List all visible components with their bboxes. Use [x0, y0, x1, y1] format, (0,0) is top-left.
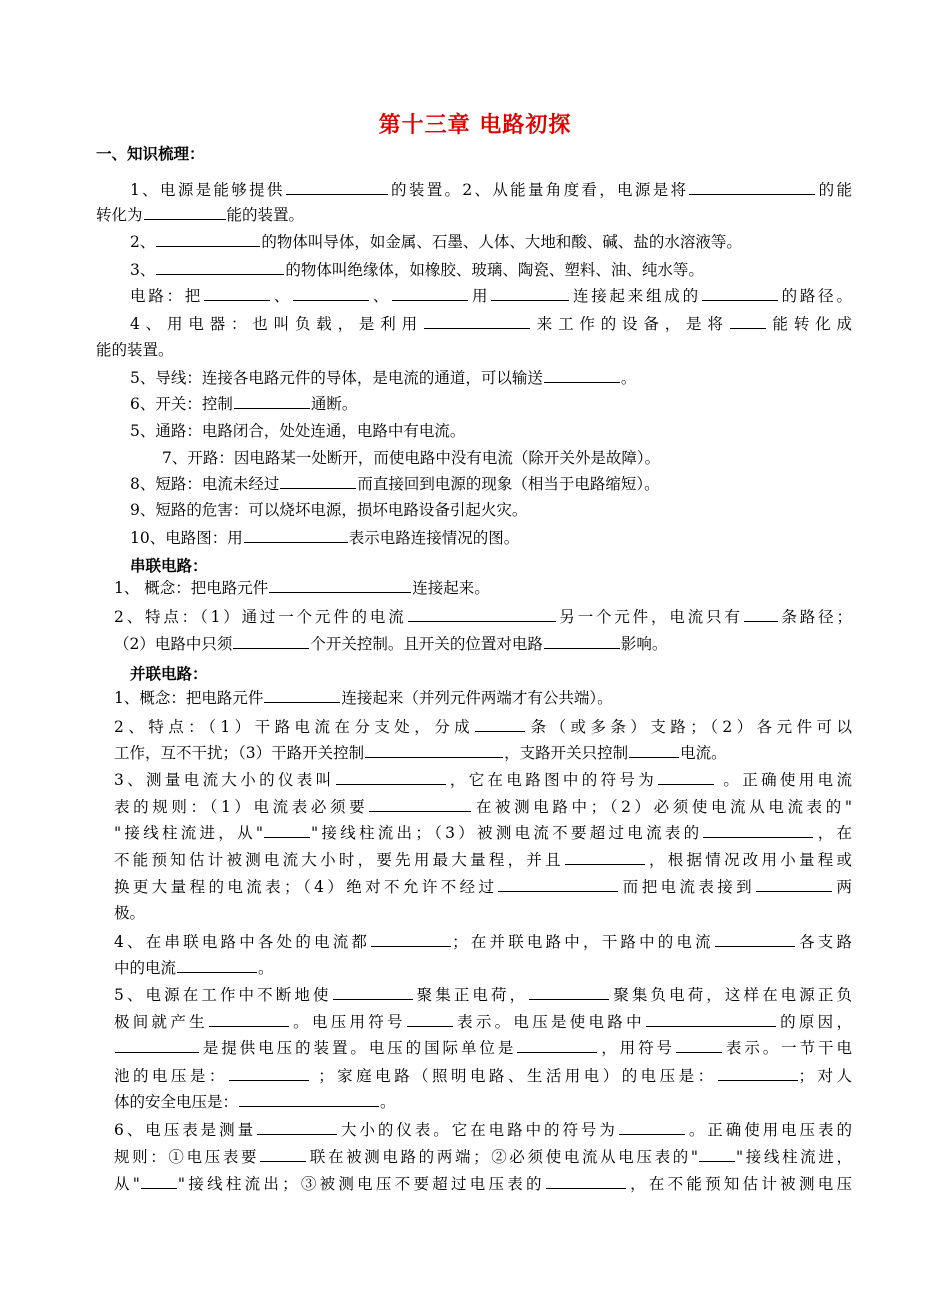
fill-in-blank[interactable]: [392, 286, 468, 301]
text-line: [114, 607, 852, 627]
text-line: [114, 717, 852, 737]
text-segment: 表示电路连接情况的图。: [348, 529, 520, 547]
fill-in-blank[interactable]: [233, 634, 309, 649]
fill-in-blank[interactable]: [544, 368, 620, 383]
section-heading-series-circuit: 串联电路：: [130, 557, 208, 575]
text-segment: 规则：①电压表要: [114, 1148, 260, 1166]
text-line: [114, 932, 852, 952]
fill-in-blank[interactable]: [156, 232, 260, 247]
text-segment: 7、开路：因电路某一处断开，而使电路中没有电流（除开关外是故障）。: [162, 449, 661, 467]
fill-in-blank[interactable]: [491, 286, 569, 301]
fill-in-blank[interactable]: [424, 314, 530, 329]
text-line: [130, 260, 852, 280]
text-segment: ，在不能预知估计被测电压: [626, 1175, 852, 1193]
text-segment: 极间就产生: [114, 1013, 208, 1031]
fill-in-blank[interactable]: [546, 1174, 626, 1189]
text-segment: 1、概念：把电路元件: [114, 689, 264, 707]
text-segment: 用: [469, 287, 491, 305]
text-segment: 来工作的设备，是将: [530, 315, 729, 333]
text-segment: 表的规则：（1）电流表必须要: [114, 798, 369, 816]
text-line: [114, 1092, 852, 1112]
text-segment: 6、电压表是测量: [114, 1121, 257, 1139]
text-segment: 表示。一节干电: [722, 1039, 852, 1057]
text-line: [96, 205, 846, 225]
fill-in-blank[interactable]: [718, 1066, 798, 1081]
text-line: [114, 1120, 852, 1140]
text-segment: 另一个元件，电流只有: [556, 608, 743, 626]
text-segment: 1、 概念：把电路元件: [114, 579, 269, 597]
text-line: [114, 850, 852, 870]
fill-in-blank[interactable]: [239, 1092, 379, 1107]
fill-in-blank[interactable]: [369, 797, 471, 812]
text-segment: 2、特点：（1）干路电流在分支处，分成: [114, 718, 475, 736]
fill-in-blank[interactable]: [703, 823, 813, 838]
fill-in-blank[interactable]: [257, 1120, 337, 1135]
text-line: [114, 823, 852, 843]
fill-in-blank[interactable]: [365, 743, 503, 758]
fill-in-blank[interactable]: [529, 985, 609, 1000]
text-segment: 连接起来（并列元件两端才有公共端）。: [341, 689, 613, 707]
fill-in-blank[interactable]: [676, 1038, 722, 1053]
text-segment: 换更大量程的电流表；（4）绝对不允许不经过: [114, 878, 498, 896]
fill-in-blank[interactable]: [619, 1120, 685, 1135]
fill-in-blank[interactable]: [280, 474, 356, 489]
text-line: [114, 770, 852, 790]
fill-in-blank[interactable]: [629, 743, 679, 758]
text-segment: 中的电流: [114, 959, 177, 977]
text-line: [130, 500, 852, 520]
text-segment: 不能预知估计被测电流大小时，要先用最大量程，并且: [114, 851, 564, 869]
text-segment: 影响。: [620, 635, 668, 653]
text-segment: 的能: [816, 181, 852, 199]
fill-in-blank[interactable]: [699, 1147, 735, 1162]
text-segment: 连接起来组成的: [570, 287, 701, 305]
fill-in-blank[interactable]: [756, 877, 832, 892]
fill-in-blank[interactable]: [475, 717, 525, 732]
text-segment: 的装置。2、从能量角度看，电源是将: [388, 181, 689, 199]
text-segment: 而把电流表接到: [619, 878, 756, 896]
text-segment: 在被测电路中；（2）必须使电流从电流表的": [472, 798, 852, 816]
text-segment: ，它在电路图中的符号为: [446, 771, 658, 789]
text-segment: （2）电路中只须: [114, 635, 233, 653]
text-segment: 条路径；: [778, 608, 852, 626]
fill-in-blank[interactable]: [156, 260, 284, 275]
fill-in-blank[interactable]: [715, 932, 795, 947]
text-segment: ；对人: [798, 1067, 852, 1085]
text-line: [114, 877, 852, 897]
text-segment: 。: [258, 959, 274, 977]
text-line: [114, 578, 852, 598]
text-segment: ，支路开关只控制: [504, 744, 629, 762]
text-line: [130, 394, 852, 414]
fill-in-blank[interactable]: [408, 607, 556, 622]
text-segment: 10、电路图：用: [130, 529, 243, 547]
text-segment: 1、电源是能够提供: [130, 181, 285, 199]
text-line: [130, 180, 852, 200]
text-segment: 3、: [130, 261, 156, 279]
fill-in-blank[interactable]: [517, 1038, 597, 1053]
text-segment: 能转化成: [766, 315, 852, 333]
text-segment: 而直接回到电源的现象（相当于电路缩短）。: [357, 475, 660, 493]
fill-in-blank[interactable]: [744, 607, 778, 622]
fill-in-blank[interactable]: [730, 314, 766, 329]
text-segment: 能的装置。: [96, 341, 174, 359]
fill-in-blank[interactable]: [209, 1012, 289, 1027]
fill-in-blank[interactable]: [371, 932, 451, 947]
text-segment: "接线柱流出；（3）被测电流不要超过电流表的: [311, 824, 703, 842]
text-line: [96, 340, 396, 360]
text-line: [114, 1012, 852, 1032]
text-segment: 聚集负电荷，这样在电源正负: [610, 986, 852, 1004]
fill-in-blank[interactable]: [689, 180, 815, 195]
text-segment: ；在并联电路中，干路中的电流: [452, 933, 714, 951]
text-segment: 是提供电压的装置。电压的国际单位是: [200, 1039, 517, 1057]
text-segment: 的原因，: [776, 1013, 852, 1031]
fill-in-blank[interactable]: [544, 634, 620, 649]
text-segment: 体的安全电压是：: [114, 1093, 239, 1111]
text-segment: 连接起来。: [412, 579, 490, 597]
text-segment: 、: [370, 287, 392, 305]
fill-in-blank[interactable]: [204, 286, 270, 301]
text-segment: "接线柱流出；③被测电压不要超过电压表的: [177, 1175, 545, 1193]
text-segment: 工作，互不干扰；（3）干路开关控制: [114, 744, 365, 762]
text-segment: 。: [620, 369, 637, 387]
text-segment: "接线柱流进，: [735, 1148, 852, 1166]
page-title: 第十三章 电路初探: [378, 112, 572, 138]
text-segment: 5、导线：连接各电路元件的导体，是电流的通道，可以输送: [130, 369, 543, 387]
text-segment: ；家庭电路（照明电路、生活用电）的电压是：: [309, 1067, 717, 1085]
text-segment: ，根据情况改用小量程或: [645, 851, 852, 869]
text-segment: 。正确使用电压表的: [685, 1121, 852, 1139]
fill-in-blank[interactable]: [244, 528, 348, 543]
text-segment: 聚集正电荷，: [413, 986, 529, 1004]
fill-in-blank[interactable]: [333, 985, 413, 1000]
text-segment: 联在被测电路的两端；②必须使电流从电压表的": [307, 1148, 698, 1166]
text-line: [114, 903, 214, 923]
text-line: [114, 1066, 852, 1086]
fill-in-blank[interactable]: [498, 877, 618, 892]
fill-in-blank[interactable]: [293, 286, 369, 301]
text-segment: 表示。电压是使电路中: [453, 1013, 645, 1031]
fill-in-blank[interactable]: [702, 286, 778, 301]
fill-in-blank[interactable]: [286, 180, 388, 195]
text-line: [114, 1038, 852, 1058]
text-segment: 4、在串联电路中各处的电流都: [114, 933, 371, 951]
text-line: [114, 634, 852, 654]
text-segment: 2、: [130, 233, 156, 251]
text-segment: 的路径。: [778, 287, 852, 305]
text-line: [114, 688, 852, 708]
text-segment: 电路：把: [130, 287, 204, 305]
text-line: [114, 1174, 852, 1194]
text-line: [130, 368, 852, 388]
text-segment: ，在: [814, 824, 852, 842]
text-segment: 极。: [114, 904, 146, 922]
text-segment: 、: [271, 287, 293, 305]
text-line: [114, 985, 852, 1005]
text-segment: 个开关控制。且开关的位置对电路: [310, 635, 543, 653]
text-line: [114, 743, 852, 763]
text-segment: 。正确使用电流: [715, 771, 852, 789]
text-segment: ，用符号: [598, 1039, 675, 1057]
text-line: [130, 421, 852, 441]
fill-in-blank[interactable]: [407, 1012, 453, 1027]
text-segment: 6、开关：控制: [130, 395, 233, 413]
fill-in-blank[interactable]: [336, 770, 446, 785]
text-segment: 5、通路：电路闭合，处处连通，电路中有电流。: [130, 422, 466, 440]
text-segment: 各支路: [795, 933, 852, 951]
text-segment: 3、测量电流大小的仪表叫: [114, 771, 335, 789]
text-segment: 能的装置。: [226, 206, 305, 224]
text-segment: 。: [380, 1093, 396, 1111]
fill-in-blank[interactable]: [177, 958, 257, 973]
fill-in-blank[interactable]: [658, 770, 714, 785]
text-segment: 池的电压是：: [114, 1067, 228, 1085]
fill-in-blank[interactable]: [260, 1147, 306, 1162]
fill-in-blank[interactable]: [565, 850, 645, 865]
text-segment: 转化为: [96, 206, 143, 224]
text-segment: 两: [833, 878, 852, 896]
text-line: [162, 448, 852, 468]
fill-in-blank[interactable]: [115, 1038, 199, 1053]
text-segment: 2、特点：（1）通过一个元件的电流: [114, 608, 407, 626]
text-line: [130, 314, 852, 334]
text-segment: 通断。: [310, 395, 358, 413]
text-line: [114, 958, 852, 978]
text-line: [130, 528, 852, 548]
fill-in-blank[interactable]: [269, 578, 411, 593]
text-line: [130, 474, 852, 494]
text-line: [130, 232, 852, 252]
text-segment: 。电压用符号: [289, 1013, 406, 1031]
text-segment: 从": [114, 1175, 140, 1193]
text-segment: 条（或多条）支路；（2）各元件可以: [526, 718, 852, 736]
fill-in-blank[interactable]: [141, 1174, 177, 1189]
text-line: [130, 286, 852, 306]
text-segment: 的物体叫绝缘体，如橡胶、玻璃、陶瓷、塑料、油、纯水等。: [285, 261, 704, 279]
fill-in-blank[interactable]: [229, 1066, 309, 1081]
text-line: [114, 797, 852, 817]
section-heading-knowledge: 一、知识梳理：: [96, 145, 205, 163]
text-segment: 8、短路：电流未经过: [130, 475, 280, 493]
fill-in-blank[interactable]: [234, 394, 310, 409]
text-segment: 大小的仪表。它在电路中的符号为: [338, 1121, 618, 1139]
text-segment: 的物体叫导体，如金属、石墨、人体、大地和酸、碱、盐的水溶液等。: [261, 233, 742, 251]
text-segment: 9、短路的危害：可以烧坏电源，损坏电路设备引起火灾。: [130, 501, 528, 519]
fill-in-blank[interactable]: [264, 688, 340, 703]
text-segment: 5、电源在工作中不断地使: [114, 986, 332, 1004]
fill-in-blank[interactable]: [264, 823, 310, 838]
fill-in-blank[interactable]: [144, 205, 226, 220]
text-segment: "接线柱流进，从": [114, 824, 264, 842]
section-heading-parallel-circuit: 并联电路：: [130, 665, 208, 683]
text-segment: 4、用电器：也叫负载，是利用: [130, 315, 423, 333]
text-segment: 电流。: [680, 744, 727, 762]
text-line: [114, 1147, 852, 1167]
fill-in-blank[interactable]: [646, 1012, 776, 1027]
